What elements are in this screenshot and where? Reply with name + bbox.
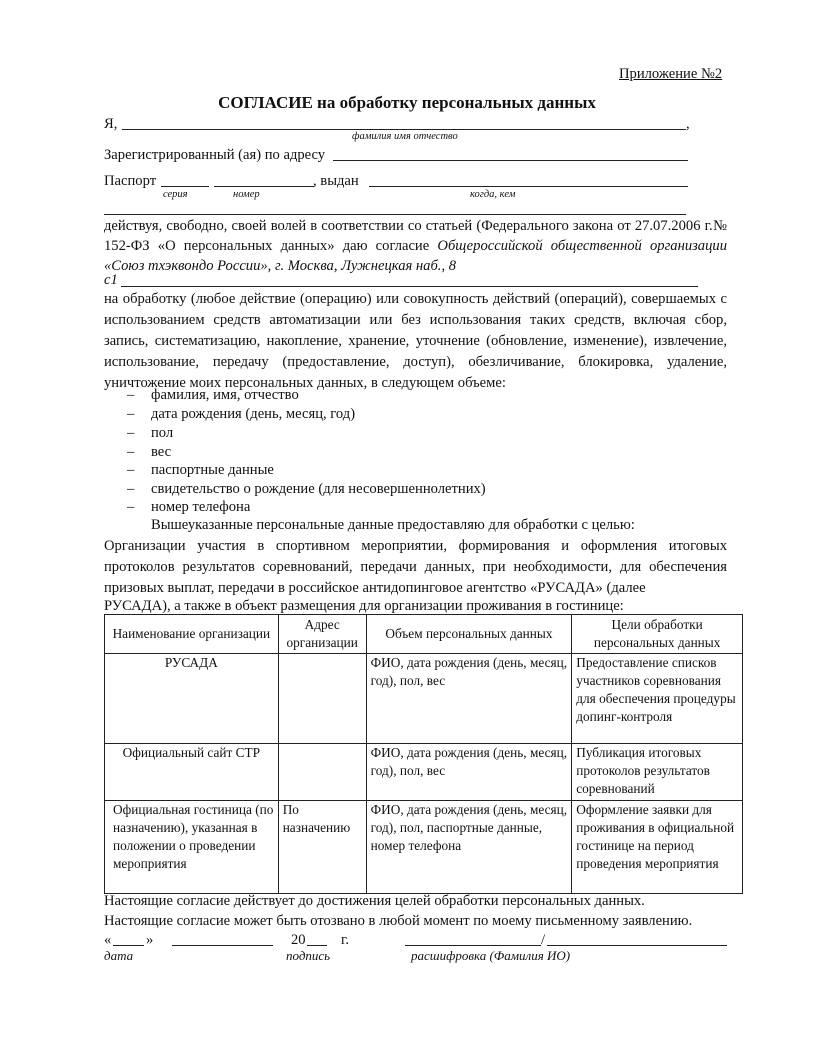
cell-org-address: По назначению — [278, 801, 366, 894]
list-item: паспортные данные — [151, 462, 274, 478]
address-field[interactable] — [333, 160, 688, 161]
list-bullet: – — [127, 481, 135, 497]
when-by-caption: когда, кем — [470, 189, 516, 200]
appendix-label: Приложение №2 — [619, 66, 723, 82]
list-bullet: – — [127, 444, 135, 460]
transcript-field[interactable] — [547, 945, 727, 946]
purpose-last-line: РУСАДА), а также в объект размещения для организации проживания в гостинице: — [104, 598, 624, 614]
intro-last-line-blank[interactable] — [121, 286, 698, 287]
processing-paragraph: на обработку (любое действие (операцию) или совокупность действий (операций), совершаемых с использованием средств автоматизации или без использования таких средств, включая сбор, запись, систематизацию, накопление, хранение, уточнение (обновление, изменение), извлечение, использование, передачу (предоставление, доступ), обезличивание, блокировка, удаление, уничтожение моих персональных данных, в следующем объеме: — [104, 291, 727, 391]
cell-org-address — [278, 654, 366, 744]
purpose-intro: Вышеуказанные персональные данные предоставляю для обработки с целью: — [151, 517, 635, 533]
fio-comma: , — [686, 116, 690, 132]
intro-paragraph — [104, 216, 727, 276]
year-suffix: г. — [341, 932, 349, 948]
header-org-address: Адрес организации — [278, 615, 366, 654]
cell-org-name: Официальная гостиница (по назначению), указанная в положении о проведении мероприятия — [105, 801, 279, 894]
cell-org-name: Официальный сайт СТР — [105, 744, 279, 801]
cell-purpose: Оформление заявки для проживания в официальной гостинице на период проведения мероприятия — [572, 801, 743, 894]
date-quote-close: » — [146, 932, 154, 948]
list-bullet: – — [127, 499, 135, 515]
list-bullet: – — [127, 387, 135, 403]
passport-label: Паспорт — [104, 173, 157, 189]
passport-series-field[interactable] — [161, 186, 209, 187]
cell-org-address — [278, 744, 366, 801]
signature-slash: / — [541, 932, 546, 948]
issued-field-continuation[interactable] — [104, 214, 686, 215]
list-item: пол — [151, 425, 174, 441]
table-row — [105, 654, 743, 744]
date-caption: дата — [104, 948, 134, 963]
revocation-statement: Настоящие согласие может быть отозвано в любой момент по моему письменному заявлению. — [104, 913, 693, 929]
issued-field[interactable] — [369, 186, 688, 187]
table-row — [105, 801, 743, 894]
cell-org-name: РУСАДА — [105, 654, 279, 744]
cell-purpose: Предоставление списков участников соревнования для обеспечения процедуры допинг-контроля — [572, 654, 743, 744]
date-year-field[interactable] — [307, 945, 327, 946]
intro-text: действуя, свободно, своей волей в соответствии со статьей (Федерального закона от 27.07.2006 г.№ 152-ФЗ «О персональных данных» даю согласие — [104, 218, 727, 254]
list-item: вес — [151, 444, 172, 460]
list-item: фамилия, имя, отчество — [151, 387, 299, 403]
list-item: свидетельство о рождение (для несовершеннолетних) — [151, 481, 486, 497]
validity-statement: Настоящие согласие действует до достижения целей обработки персональных данных. — [104, 893, 645, 909]
passport-number-field[interactable] — [214, 186, 314, 187]
organization-name: Общероссийской общественной организации «Союз тхэквондо России», г. Москва, Лужнецкая наб., 8 — [104, 238, 727, 274]
table-row — [105, 744, 743, 801]
signature-field[interactable] — [405, 945, 541, 946]
number-caption: номер — [233, 189, 260, 200]
purpose-paragraph: Организации участия в спортивном мероприятии, формирования и оформления итоговых протоколов результатов соревнований, передачи данных, при необходимости, для обеспечения призовых выплат, передачи в российское антидопинговое агентство «РУСАДА» (далее — [104, 538, 727, 596]
cell-data-scope: ФИО, дата рождения (день, месяц, год), пол, паспортные данные, номер телефона — [366, 801, 572, 894]
date-quote-open: « — [104, 932, 112, 948]
date-month-field[interactable] — [172, 945, 273, 946]
issued-label: , выдан — [313, 173, 359, 189]
transcript-caption: расшифровка (Фамилия ИО) — [411, 948, 571, 963]
i-label: Я, — [104, 116, 118, 132]
signature-caption: подпись — [286, 948, 331, 963]
address-label: Зарегистрированный (ая) по адресу — [104, 147, 326, 163]
year-prefix: 20 — [291, 932, 306, 948]
fio-field[interactable] — [122, 129, 686, 130]
list-item: номер телефона — [151, 499, 251, 515]
series-caption: серия — [163, 189, 188, 200]
document-title: СОГЛАСИЕ на обработку персональных данных — [218, 93, 596, 112]
intro-last-line: с1 — [104, 272, 118, 288]
header-purpose: Цели обработки персональных данных — [572, 615, 743, 654]
list-bullet: – — [127, 462, 135, 478]
list-bullet: – — [127, 406, 135, 422]
list-bullet: – — [127, 425, 135, 441]
table-header-row — [105, 615, 743, 654]
date-day-field[interactable] — [113, 945, 144, 946]
cell-purpose: Публикация итоговых протоколов результатов соревнований — [572, 744, 743, 801]
recipients-table — [104, 614, 743, 894]
fio-caption: фамилия имя отчество — [352, 131, 458, 142]
cell-data-scope: ФИО, дата рождения (день, месяц, год), пол, вес — [366, 654, 572, 744]
header-org-name: Наименование организации — [105, 615, 279, 654]
cell-data-scope: ФИО, дата рождения (день, месяц, год), пол, вес — [366, 744, 572, 801]
list-item: дата рождения (день, месяц, год) — [151, 406, 356, 422]
header-data-scope: Объем персональных данных — [366, 615, 572, 654]
